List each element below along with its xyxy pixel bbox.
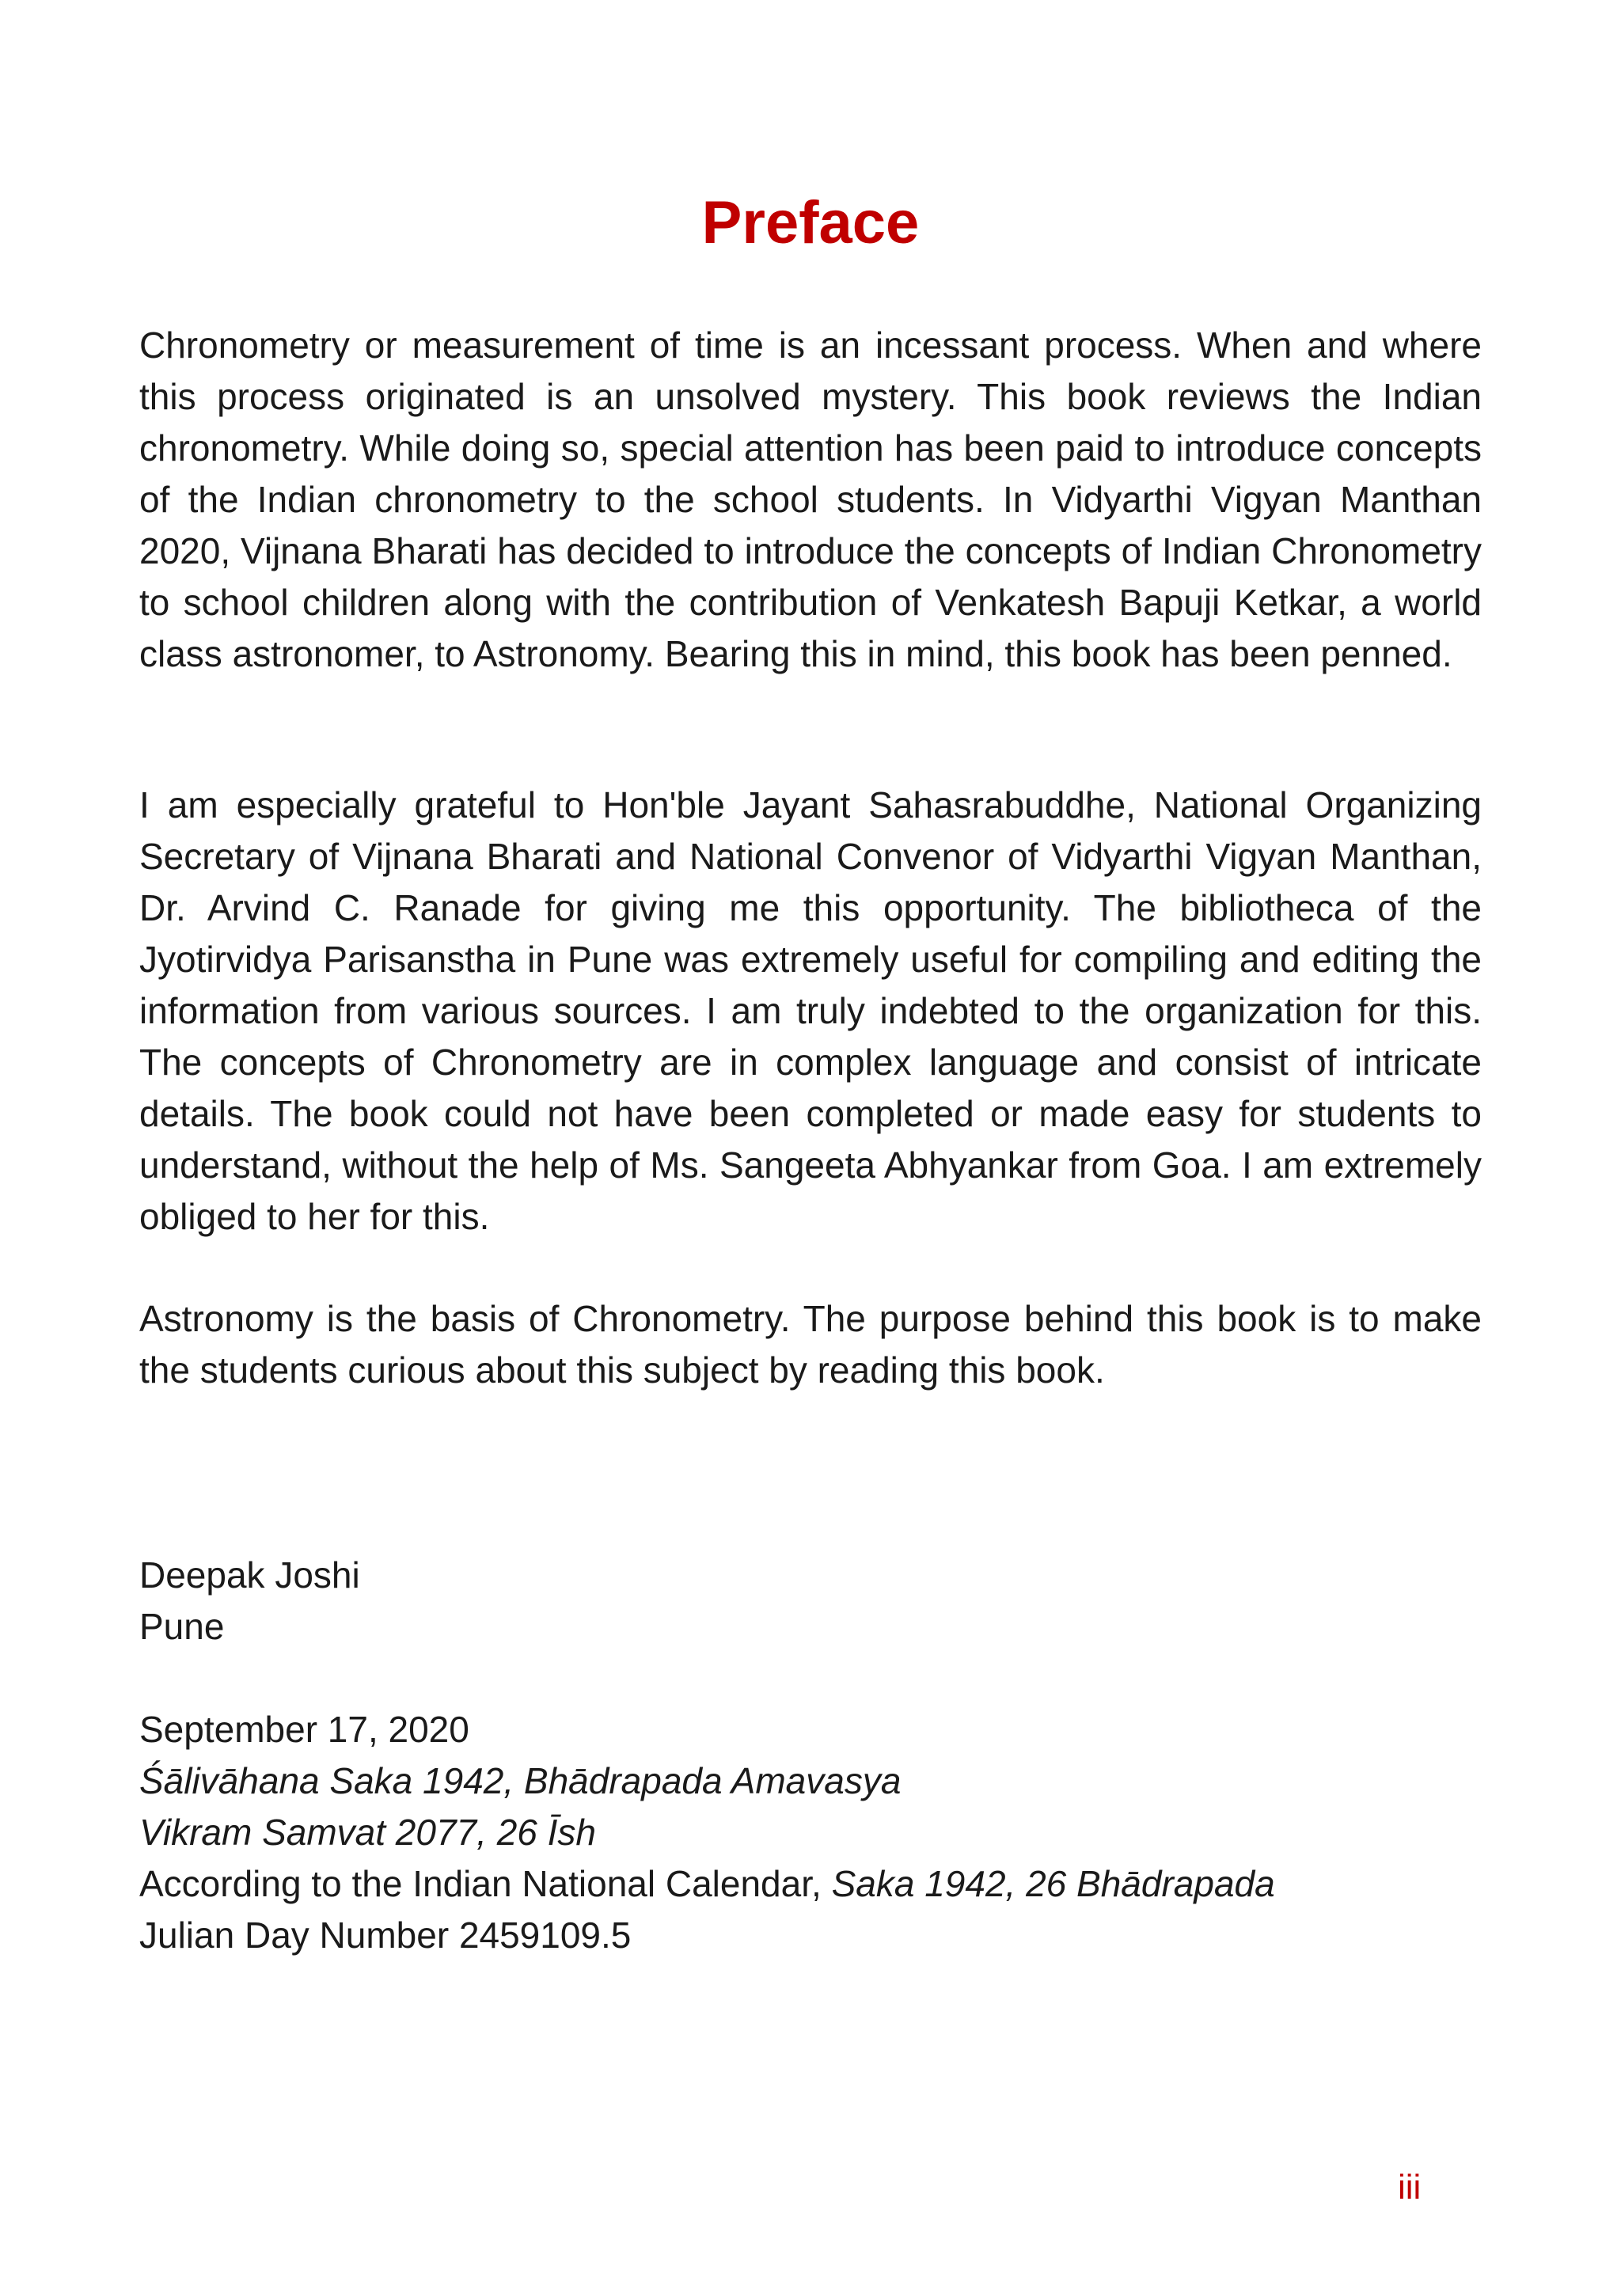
author-place: Pune bbox=[139, 1606, 225, 1647]
date-vikram-samvat: Vikram Samvat 2077, 26 Īsh bbox=[139, 1812, 596, 1853]
paragraph-purpose: Astronomy is the basis of Chronometry. The purpose behind this book is to make the students curious about this subject by reading this book. bbox=[139, 1298, 1482, 1391]
page-number: iii bbox=[1398, 2168, 1422, 2207]
national-calendar-prefix: According to the Indian National Calendar, bbox=[139, 1863, 832, 1904]
author-name: Deepak Joshi bbox=[139, 1554, 360, 1596]
date-julian-day: Julian Day Number 2459109.5 bbox=[139, 1915, 632, 1956]
page-title: Preface bbox=[701, 189, 920, 256]
national-calendar-date: Saka 1942, 26 Bhādrapada bbox=[831, 1863, 1275, 1904]
date-national-calendar bbox=[139, 1858, 1275, 1910]
paragraph-acknowledgements: I am especially grateful to Hon'ble Jayant Sahasrabuddhe, National Organizing Secretary of Vijnana Bharati and National Convenor of Vidyarthi Vigyan Manthan, Dr. Arvind C. Ranade for giving me this opportunity. The bibliotheca of the Jyotirvidya Parisanstha in Pune was extremely useful for compiling and editing the information from various sources. I am truly indebted to the organization for this. The concepts of Chronometry are in complex language and consist of intricate details. The book could not have been completed or made easy for students to understand, without the help of Ms. Sangeeta Abhyankar from Goa. I am extremely obliged to her for this. bbox=[139, 784, 1482, 1237]
date-salivahana: Śālivāhana Saka 1942, Bhādrapada Amavasya bbox=[139, 1760, 902, 1801]
paragraph-intro: Chronometry or measurement of time is an incessant process. When and where this process originated is an unsolved mystery. This book reviews the Indian chronometry. While doing so, special attention has been paid to introduce concepts of the Indian chronometry to the school students. In Vidyarthi Vigyan Manthan 2020, Vijnana Bharati has decided to introduce the concepts of Indian Chronometry to school children along with the contribution of Venkatesh Bapuji Ketkar, a world class astronomer, to Astronomy. Bearing this in mind, this book has been penned. bbox=[139, 324, 1482, 674]
date-gregorian: September 17, 2020 bbox=[139, 1709, 469, 1750]
